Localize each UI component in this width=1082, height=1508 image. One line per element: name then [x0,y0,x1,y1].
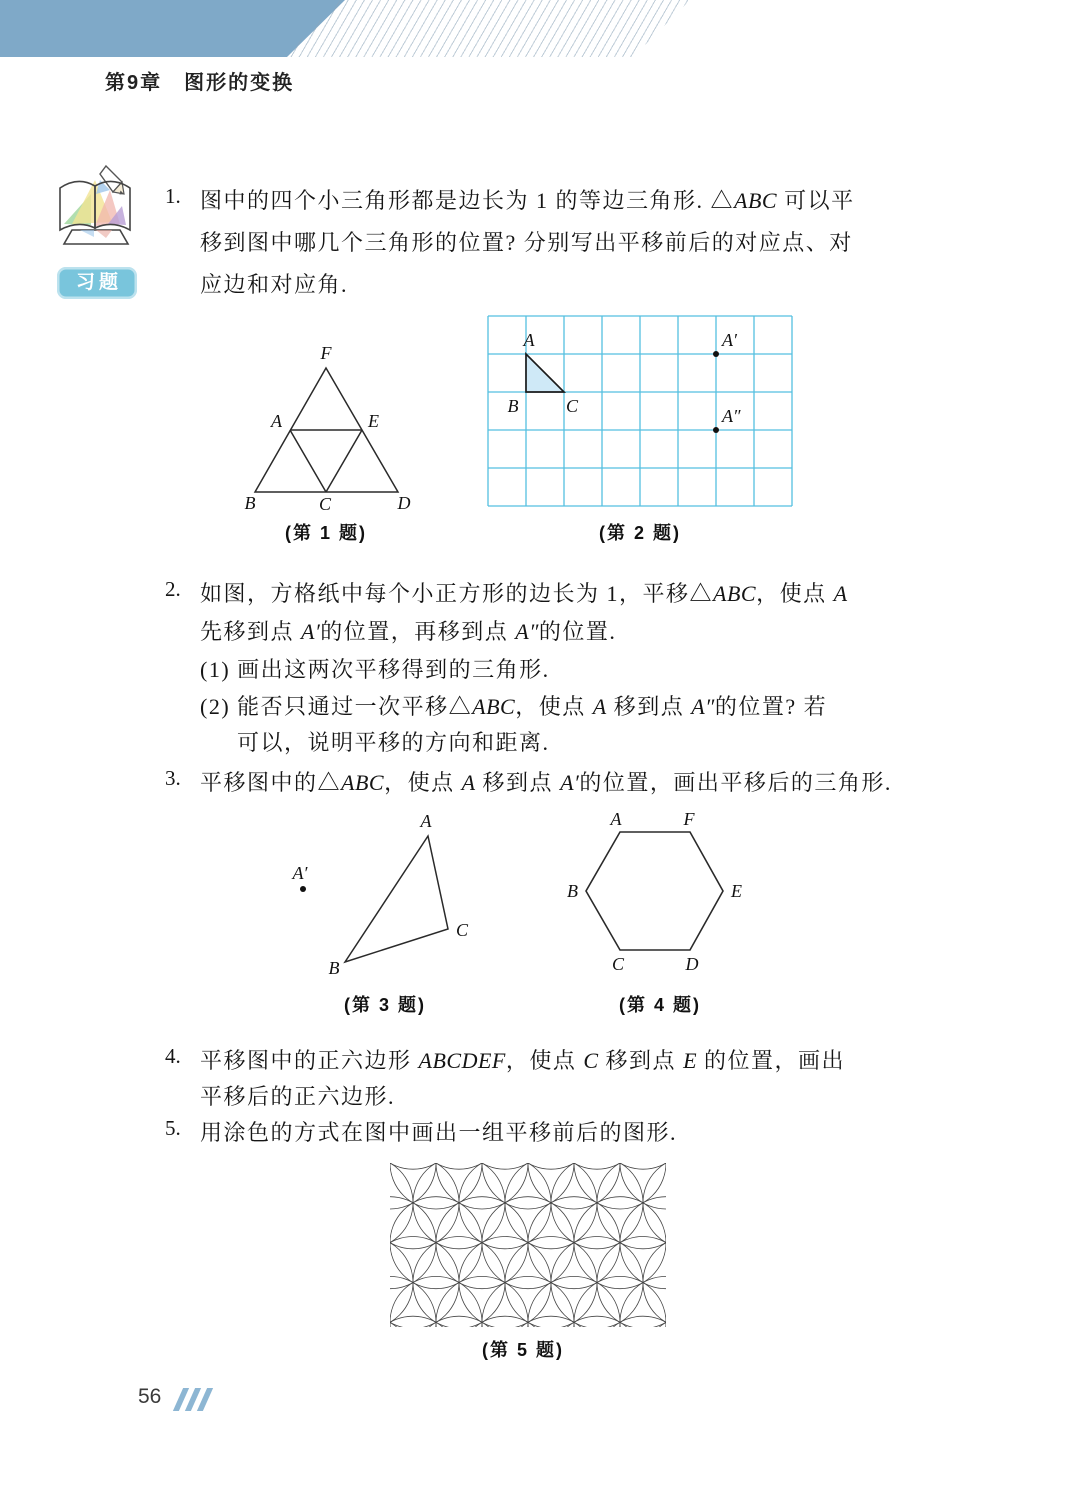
problem-2-subitem-2: (2) 能否只通过一次平移△ABC，使点 A 移到点 A″的位置? 若 [200,694,828,719]
problem-5-number: 5. [165,1116,181,1140]
problem-4-number: 4. [165,1044,181,1068]
problem-2-number: 2. [165,577,181,601]
problem-2-subitem-2-cont: 可以，说明平移的方向和距离. [237,730,550,755]
problem-2-line-1: 如图，方格纸中每个小正方形的边长为 1，平移△ABC，使点 A [200,581,848,606]
problem-1-number: 1. [165,184,181,208]
problem-2-line-2: 先移到点 A′的位置，再移到点 A″的位置. [200,619,617,644]
problem-1-line-1: 图中的四个小三角形都是边长为 1 的等边三角形. △ABC 可以平 [200,188,855,213]
problem-4-line-1: 平移图中的正六边形 ABCDEF，使点 C 移到点 E 的位置，画出 [200,1048,846,1073]
chapter-title: 第9章 图形的变换 [105,72,295,94]
figure-5-pattern-diagram [390,1163,666,1327]
exercise-book-icon [50,164,142,262]
figure-4-caption: (第 4 题) [618,995,701,1015]
vertex-label-D: D [685,954,699,974]
vertex-label-C: C [565,396,579,416]
figure-1-triangle-diagram [228,342,478,520]
vertex-label-C: C [456,920,469,940]
vertex-label-A: A [523,330,535,350]
figure-2-caption: (第 2 题) [598,523,681,543]
point-label-A-double-prime: A″ [722,406,741,426]
vertex-label-D: D [397,493,411,513]
problem-3-number: 3. [165,766,181,790]
problem-1-line-3: 应边和对应角. [200,272,349,297]
figure-3-caption: (第 3 题) [343,995,426,1015]
vertex-label-B: B [567,881,578,901]
page-number: 56 [138,1385,162,1408]
vertex-label-C: C [611,954,625,974]
page-slashes-icon [178,1388,208,1411]
vertex-label-C: C [318,494,332,514]
vertex-label-A: A [271,411,282,431]
problem-1-line-2: 移到图中哪几个三角形的位置? 分别写出平移前后的对应点、对 [200,230,853,255]
figure-2-grid-diagram [487,315,793,507]
vertex-label-B: B [507,396,519,416]
vertex-label-E: E [368,411,379,431]
point-label-A-prime: A′ [292,863,308,883]
header-hatch-decoration [283,0,690,57]
problem-4-line-2: 平移后的正六边形. [200,1084,396,1109]
figure-4-hexagon-diagram [558,812,788,980]
vertex-label-A: A [420,812,432,831]
vertex-label-E: E [731,881,742,901]
figure-1-caption: (第 1 题) [284,523,367,543]
exercise-badge: 习题 [57,267,137,299]
vertex-label-F: F [683,812,695,829]
problem-2-subitem-1: (1) 画出这两次平移得到的三角形. [200,657,550,682]
point-label-A-prime: A′ [722,330,737,350]
problem-5-line-1: 用涂色的方式在图中画出一组平移前后的图形. [200,1120,678,1145]
vertex-label-B: B [328,958,340,978]
problem-3-line-1: 平移图中的△ABC，使点 A 移到点 A′的位置，画出平移后的三角形. [200,770,892,795]
figure-5-caption: (第 5 题) [481,1340,564,1360]
vertex-label-F: F [320,343,332,363]
vertex-label-B: B [244,493,256,513]
figure-3-triangle-diagram [278,812,483,980]
vertex-label-A: A [610,812,622,829]
